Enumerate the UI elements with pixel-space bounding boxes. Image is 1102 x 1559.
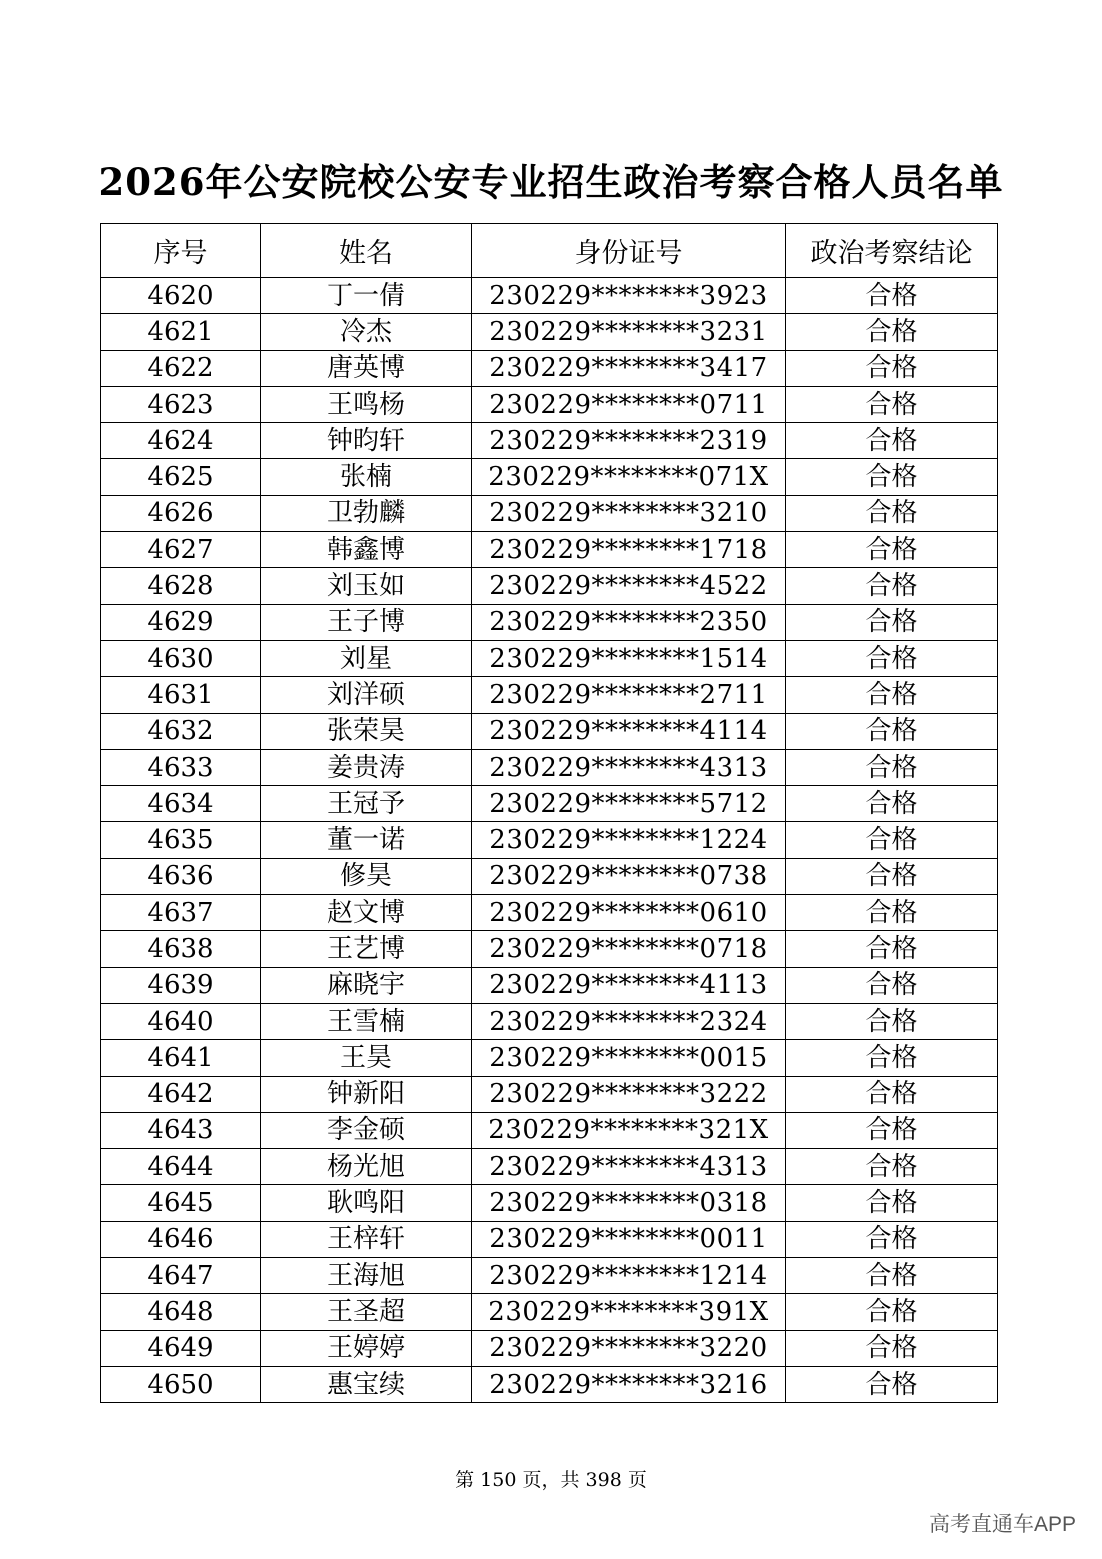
table-header — [101, 224, 998, 278]
cell-serial-number: 4636 — [101, 858, 261, 894]
cell-conclusion: 合格 — [786, 1185, 998, 1221]
cell-name: 王海旭 — [261, 1258, 472, 1294]
cell-id-number: 230229********3222 — [472, 1076, 786, 1112]
cell-id-number: 230229********2711 — [472, 677, 786, 713]
cell-conclusion: 合格 — [786, 278, 998, 314]
table-row — [101, 1076, 998, 1112]
cell-serial-number: 4634 — [101, 786, 261, 822]
cell-id-number: 230229********2324 — [472, 1003, 786, 1039]
cell-name: 王子博 — [261, 604, 472, 640]
cell-name: 王梓轩 — [261, 1221, 472, 1257]
cell-serial-number: 4637 — [101, 895, 261, 931]
cell-serial-number: 4633 — [101, 749, 261, 785]
header-name: 姓名 — [261, 224, 472, 278]
cell-serial-number: 4644 — [101, 1149, 261, 1185]
cell-id-number: 230229********4313 — [472, 749, 786, 785]
cell-name: 卫勃麟 — [261, 495, 472, 531]
header-conclusion: 政治考察结论 — [786, 224, 998, 278]
cell-conclusion: 合格 — [786, 858, 998, 894]
cell-name: 惠宝续 — [261, 1366, 472, 1402]
cell-name: 李金硕 — [261, 1112, 472, 1148]
cell-id-number: 230229********1224 — [472, 822, 786, 858]
table-row — [101, 459, 998, 495]
table-row — [101, 495, 998, 531]
cell-conclusion: 合格 — [786, 749, 998, 785]
cell-name: 修昊 — [261, 858, 472, 894]
cell-id-number: 230229********0318 — [472, 1185, 786, 1221]
table-row — [101, 350, 998, 386]
cell-name: 麻晓宇 — [261, 967, 472, 1003]
cell-conclusion: 合格 — [786, 568, 998, 604]
cell-conclusion: 合格 — [786, 1221, 998, 1257]
cell-serial-number: 4639 — [101, 967, 261, 1003]
cell-name: 耿鸣阳 — [261, 1185, 472, 1221]
cell-id-number: 230229********321X — [472, 1112, 786, 1148]
cell-conclusion: 合格 — [786, 822, 998, 858]
cell-conclusion: 合格 — [786, 1112, 998, 1148]
cell-name: 王冠予 — [261, 786, 472, 822]
table-row — [101, 1149, 998, 1185]
cell-serial-number: 4640 — [101, 1003, 261, 1039]
cell-conclusion: 合格 — [786, 1149, 998, 1185]
cell-serial-number: 4625 — [101, 459, 261, 495]
cell-name: 唐英博 — [261, 350, 472, 386]
cell-id-number: 230229********4313 — [472, 1149, 786, 1185]
cell-conclusion: 合格 — [786, 1330, 998, 1366]
cell-serial-number: 4646 — [101, 1221, 261, 1257]
cell-name: 刘洋硕 — [261, 677, 472, 713]
cell-name: 王艺博 — [261, 931, 472, 967]
header-serial-number: 序号 — [101, 224, 261, 278]
table-row — [101, 749, 998, 785]
cell-name: 王鸣杨 — [261, 386, 472, 422]
cell-name: 冷杰 — [261, 314, 472, 350]
cell-serial-number: 4631 — [101, 677, 261, 713]
cell-id-number: 230229********4114 — [472, 713, 786, 749]
cell-id-number: 230229********3923 — [472, 278, 786, 314]
table-row — [101, 1003, 998, 1039]
cell-conclusion: 合格 — [786, 314, 998, 350]
cell-id-number: 230229********3231 — [472, 314, 786, 350]
table-row — [101, 786, 998, 822]
cell-serial-number: 4622 — [101, 350, 261, 386]
cell-name: 杨光旭 — [261, 1149, 472, 1185]
table-row — [101, 967, 998, 1003]
cell-id-number: 230229********0711 — [472, 386, 786, 422]
table-row — [101, 640, 998, 676]
cell-name: 董一诺 — [261, 822, 472, 858]
cell-conclusion: 合格 — [786, 640, 998, 676]
cell-serial-number: 4629 — [101, 604, 261, 640]
cell-name: 韩鑫博 — [261, 532, 472, 568]
cell-name: 赵文博 — [261, 895, 472, 931]
table-row — [101, 713, 998, 749]
table-row — [101, 1185, 998, 1221]
cell-name: 钟新阳 — [261, 1076, 472, 1112]
cell-conclusion: 合格 — [786, 677, 998, 713]
table-row — [101, 604, 998, 640]
cell-serial-number: 4630 — [101, 640, 261, 676]
cell-id-number: 230229********0011 — [472, 1221, 786, 1257]
cell-conclusion: 合格 — [786, 1294, 998, 1330]
cell-name: 刘星 — [261, 640, 472, 676]
cell-id-number: 230229********4113 — [472, 967, 786, 1003]
cell-conclusion: 合格 — [786, 495, 998, 531]
cell-conclusion: 合格 — [786, 786, 998, 822]
table-row — [101, 568, 998, 604]
cell-serial-number: 4624 — [101, 423, 261, 459]
cell-serial-number: 4650 — [101, 1366, 261, 1402]
cell-conclusion: 合格 — [786, 713, 998, 749]
table-body — [101, 278, 998, 1403]
table-row — [101, 278, 998, 314]
cell-name: 王雪楠 — [261, 1003, 472, 1039]
table-row — [101, 1040, 998, 1076]
cell-conclusion: 合格 — [786, 604, 998, 640]
cell-conclusion: 合格 — [786, 350, 998, 386]
cell-name: 张楠 — [261, 459, 472, 495]
cell-name: 丁一倩 — [261, 278, 472, 314]
table-row — [101, 931, 998, 967]
cell-serial-number: 4648 — [101, 1294, 261, 1330]
cell-conclusion: 合格 — [786, 423, 998, 459]
cell-id-number: 230229********0015 — [472, 1040, 786, 1076]
cell-conclusion: 合格 — [786, 967, 998, 1003]
cell-name: 王圣超 — [261, 1294, 472, 1330]
cell-name: 姜贵涛 — [261, 749, 472, 785]
cell-id-number: 230229********3220 — [472, 1330, 786, 1366]
cell-conclusion: 合格 — [786, 895, 998, 931]
table-row — [101, 1258, 998, 1294]
roster-table — [100, 223, 998, 1403]
cell-id-number: 230229********2350 — [472, 604, 786, 640]
cell-serial-number: 4627 — [101, 532, 261, 568]
cell-id-number: 230229********3417 — [472, 350, 786, 386]
cell-id-number: 230229********0718 — [472, 931, 786, 967]
page-number-footer: 第 150 页，共 398 页 — [455, 1469, 647, 1491]
cell-id-number: 230229********1214 — [472, 1258, 786, 1294]
cell-id-number: 230229********5712 — [472, 786, 786, 822]
table-row — [101, 1112, 998, 1148]
cell-serial-number: 4643 — [101, 1112, 261, 1148]
cell-serial-number: 4638 — [101, 931, 261, 967]
cell-id-number: 230229********3210 — [472, 495, 786, 531]
table-row — [101, 677, 998, 713]
cell-name: 钟昀轩 — [261, 423, 472, 459]
cell-name: 王婷婷 — [261, 1330, 472, 1366]
cell-conclusion: 合格 — [786, 1366, 998, 1402]
watermark-text: 高考直通车APP — [928, 1513, 1076, 1536]
cell-id-number: 230229********0610 — [472, 895, 786, 931]
cell-id-number: 230229********391X — [472, 1294, 786, 1330]
table-row — [101, 314, 998, 350]
cell-serial-number: 4645 — [101, 1185, 261, 1221]
cell-conclusion: 合格 — [786, 931, 998, 967]
cell-conclusion: 合格 — [786, 532, 998, 568]
cell-serial-number: 4628 — [101, 568, 261, 604]
cell-id-number: 230229********2319 — [472, 423, 786, 459]
table-row — [101, 895, 998, 931]
cell-conclusion: 合格 — [786, 1003, 998, 1039]
cell-conclusion: 合格 — [786, 459, 998, 495]
cell-id-number: 230229********1514 — [472, 640, 786, 676]
cell-name: 张荣昊 — [261, 713, 472, 749]
cell-serial-number: 4635 — [101, 822, 261, 858]
cell-name: 刘玉如 — [261, 568, 472, 604]
table-row — [101, 386, 998, 422]
table-row — [101, 858, 998, 894]
table-row — [101, 1221, 998, 1257]
cell-serial-number: 4642 — [101, 1076, 261, 1112]
cell-conclusion: 合格 — [786, 1040, 998, 1076]
table-row — [101, 423, 998, 459]
cell-serial-number: 4620 — [101, 278, 261, 314]
cell-serial-number: 4647 — [101, 1258, 261, 1294]
document-title: 2026年公安院校公安专业招生政治考察合格人员名单 — [98, 160, 1004, 204]
cell-serial-number: 4623 — [101, 386, 261, 422]
cell-conclusion: 合格 — [786, 386, 998, 422]
header-row — [101, 224, 998, 278]
cell-serial-number: 4621 — [101, 314, 261, 350]
cell-id-number: 230229********1718 — [472, 532, 786, 568]
cell-id-number: 230229********0738 — [472, 858, 786, 894]
table-row — [101, 822, 998, 858]
cell-id-number: 230229********4522 — [472, 568, 786, 604]
cell-serial-number: 4626 — [101, 495, 261, 531]
table-row — [101, 1366, 998, 1402]
cell-conclusion: 合格 — [786, 1258, 998, 1294]
cell-id-number: 230229********3216 — [472, 1366, 786, 1402]
cell-id-number: 230229********071X — [472, 459, 786, 495]
table-row — [101, 1330, 998, 1366]
cell-serial-number: 4632 — [101, 713, 261, 749]
table-row — [101, 532, 998, 568]
cell-serial-number: 4649 — [101, 1330, 261, 1366]
cell-conclusion: 合格 — [786, 1076, 998, 1112]
header-id-number: 身份证号 — [472, 224, 786, 278]
cell-serial-number: 4641 — [101, 1040, 261, 1076]
table-row — [101, 1294, 998, 1330]
cell-name: 王昊 — [261, 1040, 472, 1076]
